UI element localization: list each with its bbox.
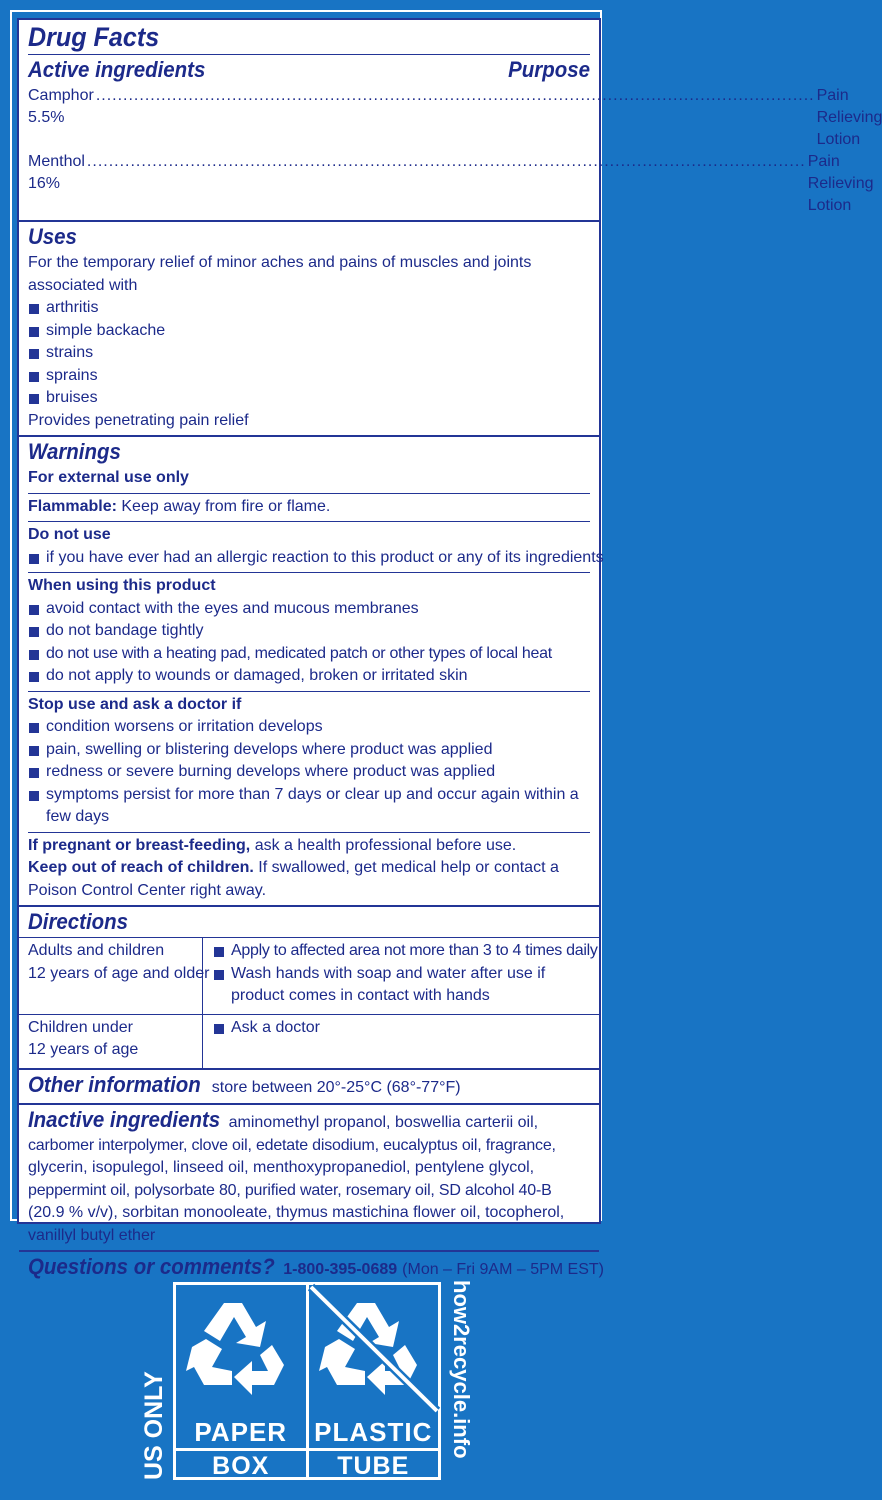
list-item: simple backache: [28, 320, 590, 343]
drug-facts-title: Drug Facts: [28, 22, 160, 52]
inactive-text: (20.9 % v/v), sorbitan monooleate, thymus mastichina flower oil, tocopherol,: [28, 1204, 565, 1221]
active-name: Camphor 5.5%: [28, 87, 94, 126]
uses-outro: Provides penetrating pain relief: [28, 411, 249, 429]
uses-section: [19, 222, 599, 437]
other-info-text: store between 20°-25°C (68°-77°F): [211, 1078, 461, 1096]
title-active-section: [19, 20, 882, 222]
plastic-label: PLASTIC: [314, 1417, 433, 1447]
box-label: BOX: [176, 1448, 306, 1481]
children-dir-label: 12 years of age: [28, 1041, 139, 1058]
do-not-use-heading: Do not use: [28, 526, 111, 543]
questions-hours: (Mon – Fri 9AM – 5PM EST): [402, 1261, 604, 1278]
paper-box-panel: [176, 1285, 306, 1480]
stop-use-heading: Stop use and ask a doctor if: [28, 695, 242, 713]
active-row: Menthol 16% .................................................................................................................................... Pain Relieving Lotion: [28, 151, 590, 217]
plastic-tube-panel: [306, 1285, 439, 1480]
directions-row: [19, 1014, 599, 1068]
warnings-heading: Warnings: [28, 439, 121, 464]
warnings-section: [19, 437, 604, 907]
pregnant-label: If pregnant or breast-feeding,: [28, 836, 251, 854]
paper-label: PAPER: [194, 1417, 288, 1447]
uses-intro: associated with: [28, 276, 138, 294]
crossed-recycle-icon: [309, 1285, 439, 1413]
list-item: arthritis: [28, 297, 590, 320]
list-item: avoid contact with the eyes and mucous membranes: [28, 598, 590, 621]
flammable-text: Keep away from fire or flame.: [121, 497, 331, 515]
purpose-heading: Purpose: [508, 57, 590, 82]
inactive-text: peppermint oil, polysorbate 80, purified water, rosemary oil, SD alcohol 40-B: [28, 1181, 552, 1199]
list-item: redness or severe burning develops where product was applied: [28, 761, 590, 784]
inactive-heading: Inactive ingredients: [28, 1106, 221, 1132]
questions-heading: Questions or comments?: [28, 1254, 275, 1279]
list-item: Wash hands with soap and water after use if product comes in contact with hands: [213, 963, 598, 1008]
active-purpose: Pain Relieving Lotion: [816, 87, 882, 148]
external-use: For external use only: [28, 469, 189, 486]
list-item: do not bandage tightly: [28, 620, 590, 643]
active-row: Camphor 5.5% .................................................................................................................................... Pain Relieving Lotion: [28, 85, 590, 151]
children-text-2: Poison Control Center right away.: [28, 881, 267, 899]
tube-label: TUBE: [309, 1448, 439, 1481]
active-purpose: Pain Relieving Lotion: [807, 153, 874, 214]
list-item: strains: [28, 342, 590, 365]
directions-heading: Directions: [28, 909, 129, 934]
list-item: do not use with a heating pad, medicated patch or other types of local heat: [28, 643, 590, 666]
uses-heading: Uses: [28, 224, 77, 249]
children-label: Keep out of reach of children.: [28, 859, 254, 876]
list-item: do not apply to wounds or damaged, broken or irritated skin: [28, 665, 590, 688]
inactive-text: vanillyl butyl ether: [28, 1226, 156, 1244]
list-item: condition worsens or irritation develops: [28, 716, 590, 739]
list-item: symptoms persist for more than 7 days or clear up and occur again within a few days: [28, 784, 586, 829]
other-info-section: [19, 1070, 599, 1105]
other-info-heading: Other information: [28, 1071, 201, 1097]
flammable-label: Flammable:: [28, 497, 117, 515]
inactive-section: [19, 1105, 599, 1253]
drug-facts-panel: [17, 18, 882, 1279]
active-ingredients-heading: Active ingredients: [28, 57, 206, 82]
children-dir-label: Children under: [28, 1018, 133, 1036]
inactive-text: carbomer interpolymer, clove oil, edetate disodium, eucalyptus oil, fragrance,: [28, 1136, 556, 1154]
children-text: If swallowed, get medical help or contact a: [258, 859, 559, 876]
adults-label: Adults and children: [28, 942, 165, 959]
how2recycle-label: how2recycle.info: [449, 1280, 474, 1459]
list-item: pain, swelling or blistering develops where product was applied: [28, 739, 590, 762]
list-item: Ask a doctor: [213, 1017, 590, 1040]
uses-intro: For the temporary relief of minor aches and pains of muscles and joints: [28, 254, 532, 271]
phone-number[interactable]: 1-800-395-0689: [283, 1261, 398, 1278]
inactive-text: aminomethyl propanol, boswellia carterii oil,: [228, 1113, 539, 1131]
list-item: Apply to affected area not more than 3 to 4 times daily: [213, 940, 598, 963]
recycle-label: [173, 1282, 441, 1480]
list-item: bruises: [28, 387, 590, 410]
us-only-label: US ONLY: [140, 1371, 168, 1480]
pregnant-text: ask a health professional before use.: [254, 836, 517, 854]
inactive-text: glycerin, isopulegol, linseed oil, menthoxypropanediol, pentylene glycol,: [28, 1159, 535, 1176]
active-name: Menthol 16%: [28, 153, 85, 192]
questions-section: [19, 1252, 604, 1285]
list-item: sprains: [28, 365, 590, 388]
directions-section: [19, 907, 599, 1070]
list-item: if you have ever had an allergic reaction to this product or any of its ingredients: [28, 547, 590, 570]
recycle-icon: [176, 1285, 306, 1413]
directions-row: [19, 937, 599, 1014]
adults-label: 12 years of age and older: [28, 964, 210, 982]
when-using-heading: When using this product: [28, 577, 216, 594]
